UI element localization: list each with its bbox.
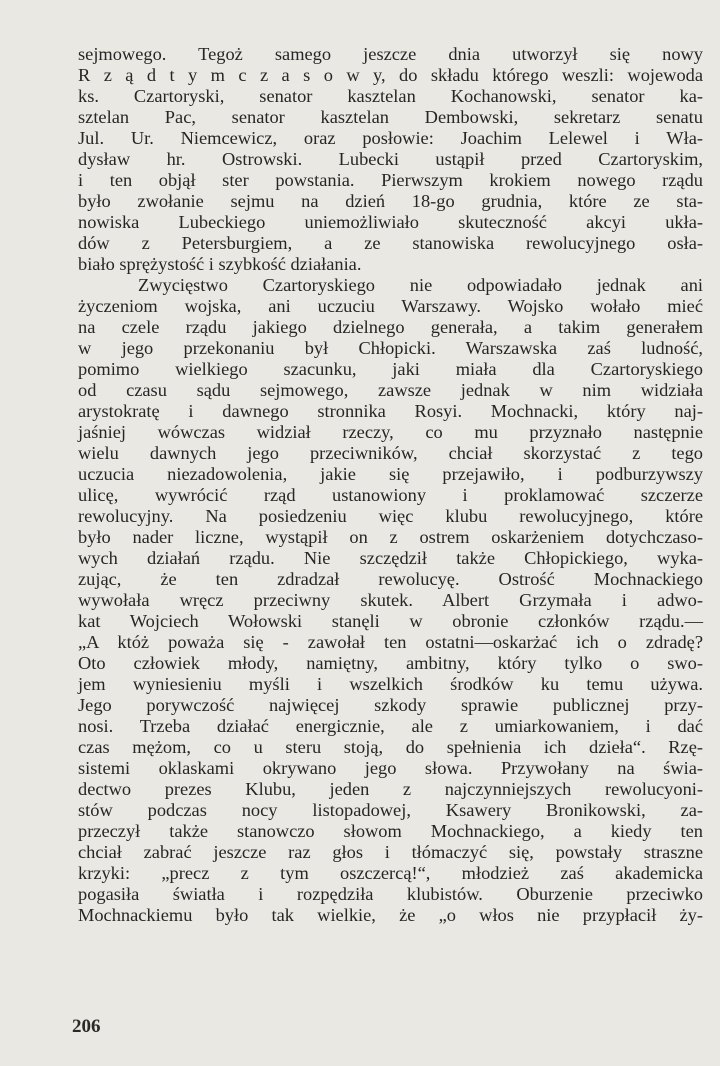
text-line: przeczył także stanowczo słowom Mochnackiego, a kiedy ten xyxy=(78,821,703,841)
text-line: biało sprężystość i szybkość działania. xyxy=(78,254,362,274)
text-line: pogasiła światła i rozpędziła klubistów. Oburzenie przeciwko xyxy=(78,884,703,904)
text-line: ulicę, wywrócić rząd ustanowiony i proklamować szczerze xyxy=(78,485,703,505)
text-line: na czele rządu jakiego dzielnego generała, a takim generałem xyxy=(78,317,703,337)
text-line: Zwycięstwo Czartoryskiego nie odpowiadało jednak ani xyxy=(138,275,703,295)
text-line: wywołała wręcz przeciwny skutek. Albert Grzymała i adwo- xyxy=(78,590,703,610)
text-line: dectwo prezes Klubu, jeden z najczynniejszych rewolucyoni- xyxy=(78,779,703,799)
text-line: nowiska Lubeckiego uniemożliwiało skuteczność akcyi ukła- xyxy=(78,212,703,232)
text-line: w jego przekonaniu był Chłopicki. Warszawska zaś ludność, xyxy=(78,338,703,358)
text-line: Mochnackiemu było tak wielkie, że „o włos nie przypłacił ży- xyxy=(78,905,703,925)
text-line: arystokratę i dawnego stronnika Rosyi. Mochnacki, który naj- xyxy=(78,401,703,421)
text-line: sztelan Pac, senator kasztelan Dembowski, sekretarz senatu xyxy=(78,107,703,127)
text-line: wych działań rządu. Nie szczędził także Chłopickiego, wyka- xyxy=(78,548,703,568)
text-line: wielu dawnych jego przeciwników, chciał skorzystać z tego xyxy=(78,443,703,463)
text-line: dysław hr. Ostrowski. Lubecki ustąpił przed Czartoryskim, xyxy=(78,149,703,169)
text-line: pomimo wielkiego szacunku, jaki miała dla Czartoryskiego xyxy=(78,359,703,379)
text-line: od czasu sądu sejmowego, zawsze jednak w nim widziała xyxy=(78,380,703,400)
text-line: ks. Czartoryski, senator kasztelan Kochanowski, senator ka- xyxy=(78,86,703,106)
text-line: Jul. Ur. Niemcewicz, oraz posłowie: Joachim Lelewel i Wła- xyxy=(78,128,703,148)
text-line: i ten objął ster powstania. Pierwszym krokiem nowego rządu xyxy=(78,170,703,190)
text-line: Jego porywczość najwięcej szkody sprawie publicznej przy- xyxy=(78,695,703,715)
text-line: uczucia niezadowolenia, jakie się przejawiło, i podburzywszy xyxy=(78,464,703,484)
text-line: Oto człowiek młody, namiętny, ambitny, który tylko o swo- xyxy=(78,653,703,673)
text-line: krzyki: „precz z tym oszczercą!“, młodzież zaś akademicka xyxy=(78,863,703,883)
text-line: rewolucyjny. Na posiedzeniu więc klubu rewolucyjnego, które xyxy=(78,506,703,526)
text-line: R z ą d t y m c z a s o w y, do składu którego weszli: wojewoda xyxy=(78,65,703,85)
text-line: czas mężom, co u steru stoją, do spełnienia ich dzieła“. Rzę- xyxy=(78,737,703,757)
text-line: sejmowego. Tegoż samego jeszcze dnia utworzył się nowy xyxy=(78,44,703,64)
text-line: „A któż poważa się - zawołał ten ostatni—oskarżać ich o zdradę? xyxy=(78,632,703,652)
text-line: jem wyniesieniu myśli i wszelkich środków ku temu używa. xyxy=(78,674,703,694)
text-line: było zwołanie sejmu na dzień 18-go grudnia, które ze sta- xyxy=(78,191,703,211)
page-number: 206 xyxy=(72,1016,101,1037)
text-line: stów podczas nocy listopadowej, Ksawery Bronikowski, za- xyxy=(78,800,703,820)
text-line: było nader liczne, wystąpił on z ostrem oskarżeniem dotychczaso- xyxy=(78,527,703,547)
text-line: jaśniej wówczas widział rzeczy, co mu przyznało następnie xyxy=(78,422,703,442)
text-line: dów z Petersburgiem, a ze stanowiska rewolucyjnego osła- xyxy=(78,233,703,253)
text-line: kat Wojciech Wołowski stanęli w obronie członków rządu.— xyxy=(78,611,703,631)
text-line: sistemi oklaskami okrywano jego słowa. Przywołany na świa- xyxy=(78,758,703,778)
text-line: życzeniom wojska, ani uczuciu Warszawy. Wojsko wołało mieć xyxy=(78,296,703,316)
text-line: zując, że ten zdradzał rewolucyę. Ostrość Mochnackiego xyxy=(78,569,703,589)
text-line: nosi. Trzeba działać energicznie, ale z umiarkowaniem, i dać xyxy=(78,716,703,736)
text-line: chciał zabrać jeszcze raz głos i tłómaczyć się, powstały straszne xyxy=(78,842,703,862)
body-text xyxy=(78,44,703,926)
